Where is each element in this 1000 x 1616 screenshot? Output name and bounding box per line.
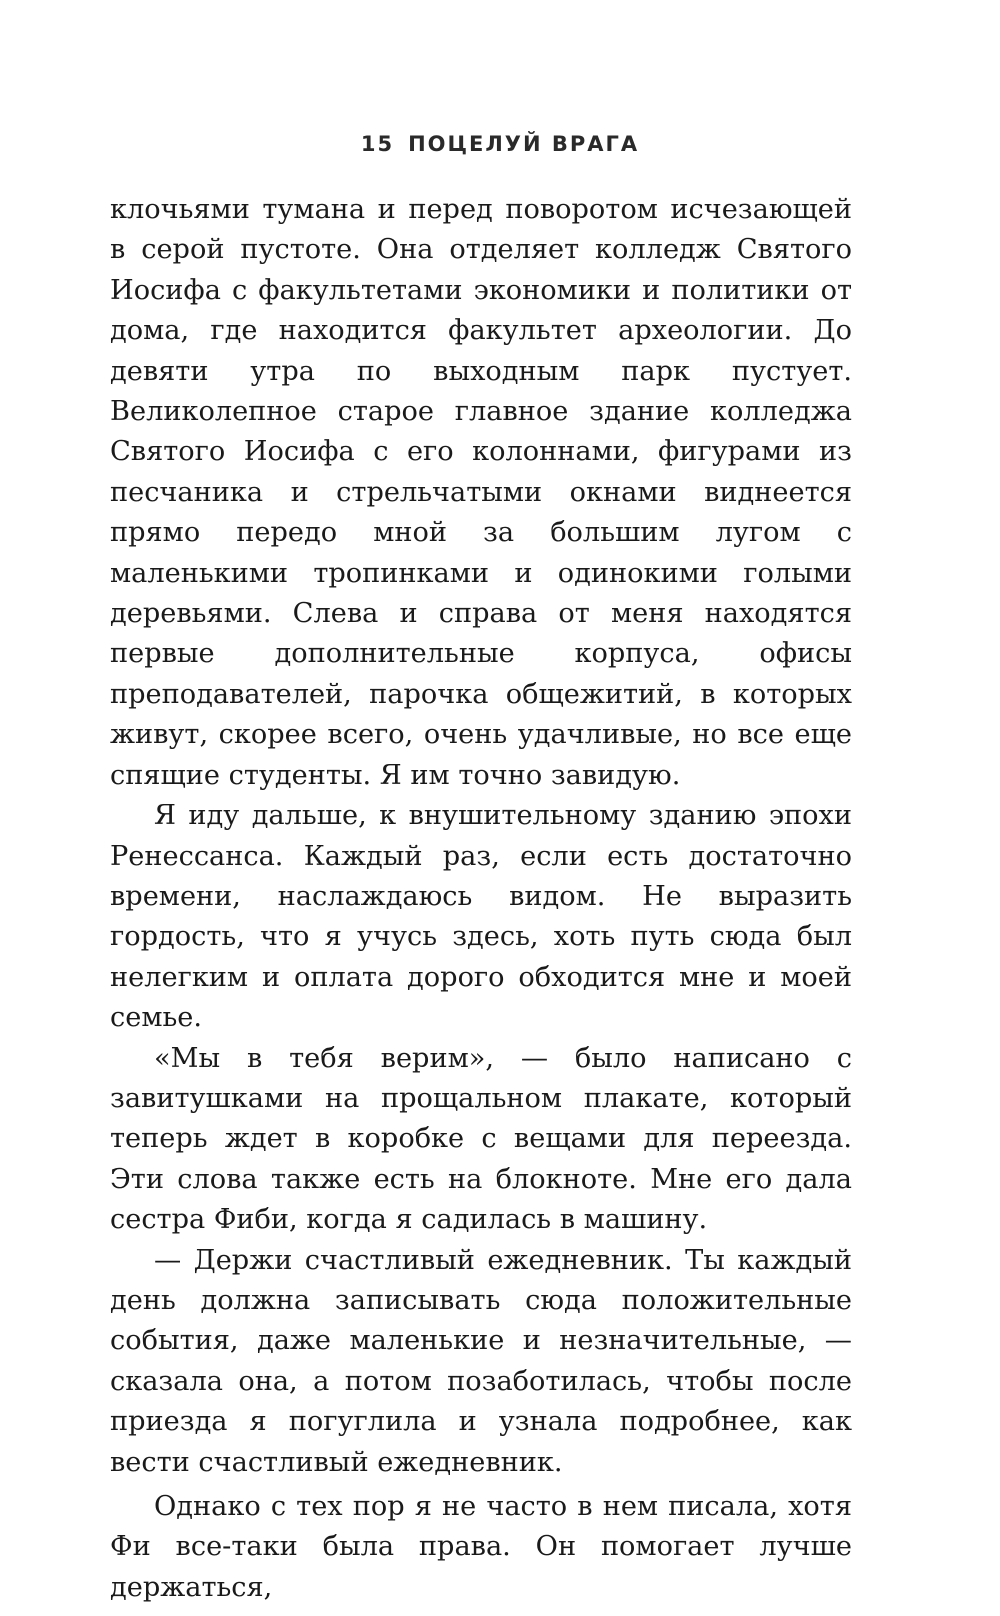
running-header: [0, 132, 1000, 156]
paragraph: Я иду дальше, к внушительному зданию эпохи Ренессанса. Каждый раз, если есть достаточно времени, наслаждаюсь видом. Не выразить гордость, что я учусь здесь, хоть путь сюда был нелегким и оплата дорого обходится мне и моей семье.: [110, 800, 852, 1034]
paragraph: «Мы в тебя верим», — было написано с завитушками на прощальном плакате, который теперь ждет в коробке с вещами для переезда. Эти слова также есть на блокноте. Мне его дала сестра Фиби, когда я садилась в машину.: [110, 1042, 852, 1236]
paragraph: клочьями тумана и перед поворотом исчезающей в серой пустоте. Она отделяет колледж Святого Иосифа с факультетами экономики и политики от дома, где находится факультет археологии. До девяти утра по выходным парк пустует. Великолепное старое главное здание колледжа Святого Иосифа с его колоннами, фигурами из песчаника и стрельчатыми окнами виднеется прямо передо мной за большим лугом с маленькими тропинками и одинокими голыми деревьями. Слева и справа от меня находятся первые дополнительные корпуса, офисы преподавателей, парочка общежитий, в которых живут, скорее всего, очень удачливые, но все еще спящие студенты. Я им точно завидую.: [110, 194, 852, 791]
paragraph: — Держи счастливый ежедневник. Ты каждый день должна записывать сюда положительные события, даже маленькие и незначительные, — сказала она, а потом позаботилась, чтобы после приезда я погуглила и узнала подробнее, как вести счастливый ежедневник.: [110, 1244, 852, 1478]
paragraph: Однако с тех пор я не часто в нем писала, хотя Фи все-таки была права. Он помогает лучше держаться,: [110, 1491, 852, 1603]
running-title: ПОЦЕЛУЙ ВРАГА: [408, 132, 640, 156]
body-text: [110, 190, 852, 1608]
page-number: 15: [360, 132, 395, 156]
